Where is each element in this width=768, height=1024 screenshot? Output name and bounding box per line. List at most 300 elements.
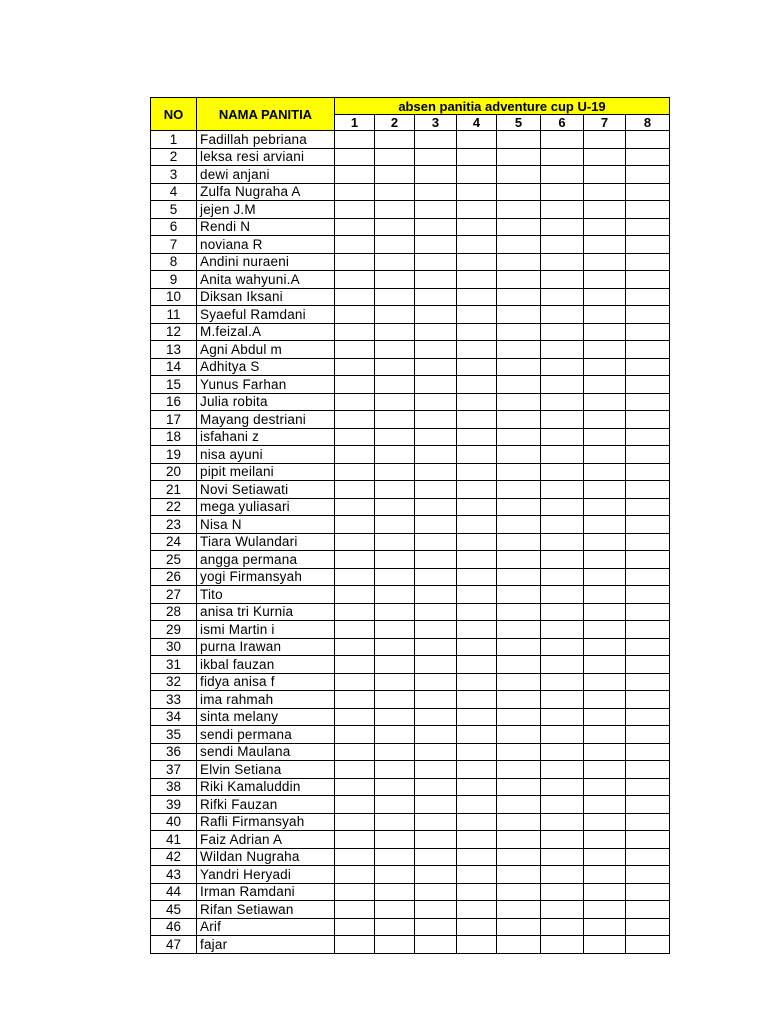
attendance-cell[interactable] [541, 148, 584, 166]
attendance-cell[interactable] [457, 568, 497, 586]
attendance-cell[interactable] [497, 796, 541, 814]
attendance-cell[interactable] [584, 148, 626, 166]
attendance-cell[interactable] [457, 778, 497, 796]
attendance-cell[interactable] [584, 778, 626, 796]
attendance-cell[interactable] [497, 551, 541, 569]
attendance-cell[interactable] [335, 306, 375, 324]
attendance-cell[interactable] [457, 166, 497, 184]
attendance-cell[interactable] [375, 568, 415, 586]
attendance-cell[interactable] [584, 481, 626, 499]
attendance-cell[interactable] [541, 183, 584, 201]
attendance-cell[interactable] [335, 446, 375, 464]
attendance-cell[interactable] [457, 288, 497, 306]
attendance-cell[interactable] [626, 323, 670, 341]
attendance-cell[interactable] [626, 358, 670, 376]
attendance-cell[interactable] [584, 498, 626, 516]
attendance-cell[interactable] [626, 428, 670, 446]
attendance-cell[interactable] [415, 166, 457, 184]
attendance-cell[interactable] [497, 918, 541, 936]
attendance-cell[interactable] [626, 183, 670, 201]
attendance-cell[interactable] [626, 918, 670, 936]
attendance-cell[interactable] [584, 411, 626, 429]
attendance-cell[interactable] [457, 131, 497, 149]
attendance-cell[interactable] [415, 813, 457, 831]
attendance-cell[interactable] [584, 516, 626, 534]
attendance-cell[interactable] [497, 673, 541, 691]
attendance-cell[interactable] [541, 831, 584, 849]
attendance-cell[interactable] [375, 901, 415, 919]
attendance-cell[interactable] [626, 411, 670, 429]
attendance-cell[interactable] [584, 323, 626, 341]
attendance-cell[interactable] [541, 883, 584, 901]
attendance-cell[interactable] [375, 341, 415, 359]
attendance-cell[interactable] [541, 813, 584, 831]
attendance-cell[interactable] [497, 148, 541, 166]
attendance-cell[interactable] [497, 236, 541, 254]
attendance-cell[interactable] [335, 358, 375, 376]
attendance-cell[interactable] [335, 673, 375, 691]
attendance-cell[interactable] [584, 376, 626, 394]
attendance-cell[interactable] [457, 883, 497, 901]
attendance-cell[interactable] [626, 463, 670, 481]
attendance-cell[interactable] [626, 271, 670, 289]
attendance-cell[interactable] [375, 481, 415, 499]
attendance-cell[interactable] [626, 796, 670, 814]
attendance-cell[interactable] [584, 131, 626, 149]
attendance-cell[interactable] [497, 288, 541, 306]
attendance-cell[interactable] [375, 918, 415, 936]
attendance-cell[interactable] [415, 901, 457, 919]
attendance-cell[interactable] [584, 428, 626, 446]
attendance-cell[interactable] [335, 691, 375, 709]
attendance-cell[interactable] [497, 341, 541, 359]
attendance-cell[interactable] [415, 411, 457, 429]
attendance-cell[interactable] [626, 393, 670, 411]
attendance-cell[interactable] [584, 288, 626, 306]
attendance-cell[interactable] [415, 883, 457, 901]
attendance-cell[interactable] [375, 183, 415, 201]
attendance-cell[interactable] [457, 323, 497, 341]
attendance-cell[interactable] [335, 778, 375, 796]
attendance-cell[interactable] [626, 341, 670, 359]
attendance-cell[interactable] [415, 498, 457, 516]
attendance-cell[interactable] [457, 691, 497, 709]
attendance-cell[interactable] [415, 323, 457, 341]
attendance-cell[interactable] [335, 866, 375, 884]
attendance-cell[interactable] [375, 778, 415, 796]
attendance-cell[interactable] [335, 428, 375, 446]
attendance-cell[interactable] [457, 901, 497, 919]
attendance-cell[interactable] [541, 516, 584, 534]
attendance-cell[interactable] [497, 656, 541, 674]
attendance-cell[interactable] [497, 218, 541, 236]
attendance-cell[interactable] [375, 813, 415, 831]
attendance-cell[interactable] [335, 201, 375, 219]
attendance-cell[interactable] [415, 568, 457, 586]
attendance-cell[interactable] [584, 236, 626, 254]
attendance-cell[interactable] [584, 218, 626, 236]
attendance-cell[interactable] [497, 866, 541, 884]
attendance-cell[interactable] [541, 936, 584, 954]
attendance-cell[interactable] [584, 271, 626, 289]
attendance-cell[interactable] [626, 866, 670, 884]
attendance-cell[interactable] [626, 883, 670, 901]
attendance-cell[interactable] [457, 743, 497, 761]
attendance-cell[interactable] [584, 866, 626, 884]
attendance-cell[interactable] [497, 831, 541, 849]
attendance-cell[interactable] [335, 498, 375, 516]
attendance-cell[interactable] [375, 936, 415, 954]
attendance-cell[interactable] [626, 201, 670, 219]
attendance-cell[interactable] [541, 428, 584, 446]
attendance-cell[interactable] [584, 393, 626, 411]
attendance-cell[interactable] [497, 883, 541, 901]
attendance-cell[interactable] [541, 376, 584, 394]
attendance-cell[interactable] [457, 498, 497, 516]
attendance-cell[interactable] [375, 831, 415, 849]
attendance-cell[interactable] [375, 743, 415, 761]
attendance-cell[interactable] [541, 393, 584, 411]
attendance-cell[interactable] [375, 428, 415, 446]
attendance-cell[interactable] [497, 498, 541, 516]
attendance-cell[interactable] [415, 551, 457, 569]
attendance-cell[interactable] [541, 708, 584, 726]
attendance-cell[interactable] [584, 603, 626, 621]
attendance-cell[interactable] [497, 726, 541, 744]
attendance-cell[interactable] [497, 393, 541, 411]
attendance-cell[interactable] [415, 708, 457, 726]
attendance-cell[interactable] [415, 831, 457, 849]
attendance-cell[interactable] [626, 691, 670, 709]
attendance-cell[interactable] [457, 533, 497, 551]
attendance-cell[interactable] [626, 288, 670, 306]
attendance-cell[interactable] [626, 568, 670, 586]
attendance-cell[interactable] [415, 743, 457, 761]
attendance-cell[interactable] [415, 376, 457, 394]
attendance-cell[interactable] [457, 341, 497, 359]
attendance-cell[interactable] [375, 621, 415, 639]
attendance-cell[interactable] [335, 621, 375, 639]
attendance-cell[interactable] [497, 778, 541, 796]
attendance-cell[interactable] [415, 236, 457, 254]
attendance-cell[interactable] [415, 761, 457, 779]
attendance-cell[interactable] [626, 148, 670, 166]
attendance-cell[interactable] [415, 726, 457, 744]
attendance-cell[interactable] [584, 201, 626, 219]
attendance-cell[interactable] [584, 341, 626, 359]
attendance-cell[interactable] [335, 236, 375, 254]
attendance-cell[interactable] [335, 166, 375, 184]
attendance-cell[interactable] [541, 621, 584, 639]
attendance-cell[interactable] [626, 831, 670, 849]
attendance-cell[interactable] [626, 778, 670, 796]
attendance-cell[interactable] [335, 638, 375, 656]
attendance-cell[interactable] [375, 866, 415, 884]
attendance-cell[interactable] [375, 726, 415, 744]
attendance-cell[interactable] [415, 358, 457, 376]
attendance-cell[interactable] [541, 603, 584, 621]
attendance-cell[interactable] [415, 866, 457, 884]
attendance-cell[interactable] [541, 288, 584, 306]
attendance-cell[interactable] [335, 918, 375, 936]
attendance-cell[interactable] [375, 673, 415, 691]
attendance-cell[interactable] [584, 183, 626, 201]
attendance-cell[interactable] [541, 586, 584, 604]
attendance-cell[interactable] [457, 306, 497, 324]
attendance-cell[interactable] [335, 848, 375, 866]
attendance-cell[interactable] [626, 446, 670, 464]
attendance-cell[interactable] [375, 166, 415, 184]
attendance-cell[interactable] [415, 533, 457, 551]
attendance-cell[interactable] [457, 201, 497, 219]
attendance-cell[interactable] [626, 533, 670, 551]
attendance-cell[interactable] [457, 656, 497, 674]
attendance-cell[interactable] [457, 936, 497, 954]
attendance-cell[interactable] [584, 726, 626, 744]
attendance-cell[interactable] [375, 533, 415, 551]
attendance-cell[interactable] [584, 463, 626, 481]
attendance-cell[interactable] [541, 726, 584, 744]
attendance-cell[interactable] [415, 218, 457, 236]
attendance-cell[interactable] [457, 428, 497, 446]
attendance-cell[interactable] [584, 638, 626, 656]
attendance-cell[interactable] [335, 376, 375, 394]
attendance-cell[interactable] [335, 411, 375, 429]
attendance-cell[interactable] [584, 883, 626, 901]
attendance-cell[interactable] [497, 813, 541, 831]
attendance-cell[interactable] [415, 393, 457, 411]
attendance-cell[interactable] [541, 463, 584, 481]
attendance-cell[interactable] [541, 673, 584, 691]
attendance-cell[interactable] [375, 551, 415, 569]
attendance-cell[interactable] [626, 481, 670, 499]
attendance-cell[interactable] [375, 236, 415, 254]
attendance-cell[interactable] [457, 726, 497, 744]
attendance-cell[interactable] [375, 271, 415, 289]
attendance-cell[interactable] [375, 883, 415, 901]
attendance-cell[interactable] [497, 586, 541, 604]
attendance-cell[interactable] [457, 271, 497, 289]
attendance-cell[interactable] [541, 166, 584, 184]
attendance-cell[interactable] [497, 166, 541, 184]
attendance-cell[interactable] [335, 288, 375, 306]
attendance-cell[interactable] [457, 586, 497, 604]
attendance-cell[interactable] [584, 568, 626, 586]
attendance-cell[interactable] [626, 131, 670, 149]
attendance-cell[interactable] [584, 691, 626, 709]
attendance-cell[interactable] [415, 656, 457, 674]
attendance-cell[interactable] [541, 218, 584, 236]
attendance-cell[interactable] [626, 638, 670, 656]
attendance-cell[interactable] [375, 761, 415, 779]
attendance-cell[interactable] [457, 516, 497, 534]
attendance-cell[interactable] [375, 131, 415, 149]
attendance-cell[interactable] [541, 306, 584, 324]
attendance-cell[interactable] [415, 481, 457, 499]
attendance-cell[interactable] [541, 271, 584, 289]
attendance-cell[interactable] [626, 621, 670, 639]
attendance-cell[interactable] [415, 918, 457, 936]
attendance-cell[interactable] [375, 638, 415, 656]
attendance-cell[interactable] [584, 166, 626, 184]
attendance-cell[interactable] [457, 236, 497, 254]
attendance-cell[interactable] [626, 236, 670, 254]
attendance-cell[interactable] [335, 708, 375, 726]
attendance-cell[interactable] [497, 271, 541, 289]
attendance-cell[interactable] [335, 568, 375, 586]
attendance-cell[interactable] [497, 761, 541, 779]
attendance-cell[interactable] [375, 358, 415, 376]
attendance-cell[interactable] [335, 551, 375, 569]
attendance-cell[interactable] [375, 288, 415, 306]
attendance-cell[interactable] [541, 918, 584, 936]
attendance-cell[interactable] [584, 831, 626, 849]
attendance-cell[interactable] [415, 621, 457, 639]
attendance-cell[interactable] [335, 253, 375, 271]
attendance-cell[interactable] [335, 148, 375, 166]
attendance-cell[interactable] [375, 393, 415, 411]
attendance-cell[interactable] [335, 131, 375, 149]
attendance-cell[interactable] [497, 901, 541, 919]
attendance-cell[interactable] [626, 848, 670, 866]
attendance-cell[interactable] [375, 516, 415, 534]
attendance-cell[interactable] [497, 376, 541, 394]
attendance-cell[interactable] [457, 253, 497, 271]
attendance-cell[interactable] [626, 603, 670, 621]
attendance-cell[interactable] [584, 936, 626, 954]
attendance-cell[interactable] [415, 201, 457, 219]
attendance-cell[interactable] [375, 411, 415, 429]
attendance-cell[interactable] [415, 131, 457, 149]
attendance-cell[interactable] [415, 183, 457, 201]
attendance-cell[interactable] [375, 586, 415, 604]
attendance-cell[interactable] [626, 306, 670, 324]
attendance-cell[interactable] [457, 551, 497, 569]
attendance-cell[interactable] [375, 796, 415, 814]
attendance-cell[interactable] [497, 428, 541, 446]
attendance-cell[interactable] [457, 813, 497, 831]
attendance-cell[interactable] [457, 411, 497, 429]
attendance-cell[interactable] [626, 673, 670, 691]
attendance-cell[interactable] [375, 201, 415, 219]
attendance-cell[interactable] [541, 201, 584, 219]
attendance-cell[interactable] [457, 376, 497, 394]
attendance-cell[interactable] [541, 761, 584, 779]
attendance-cell[interactable] [626, 813, 670, 831]
attendance-cell[interactable] [541, 341, 584, 359]
attendance-cell[interactable] [415, 638, 457, 656]
attendance-cell[interactable] [457, 918, 497, 936]
attendance-cell[interactable] [415, 673, 457, 691]
attendance-cell[interactable] [335, 936, 375, 954]
attendance-cell[interactable] [335, 796, 375, 814]
attendance-cell[interactable] [541, 481, 584, 499]
attendance-cell[interactable] [584, 813, 626, 831]
attendance-cell[interactable] [626, 656, 670, 674]
attendance-cell[interactable] [457, 463, 497, 481]
attendance-cell[interactable] [415, 446, 457, 464]
attendance-cell[interactable] [497, 568, 541, 586]
attendance-cell[interactable] [375, 691, 415, 709]
attendance-cell[interactable] [415, 463, 457, 481]
attendance-cell[interactable] [415, 778, 457, 796]
attendance-cell[interactable] [497, 306, 541, 324]
attendance-cell[interactable] [375, 253, 415, 271]
attendance-cell[interactable] [335, 533, 375, 551]
attendance-cell[interactable] [584, 656, 626, 674]
attendance-cell[interactable] [626, 708, 670, 726]
attendance-cell[interactable] [335, 656, 375, 674]
attendance-cell[interactable] [626, 586, 670, 604]
attendance-cell[interactable] [335, 516, 375, 534]
attendance-cell[interactable] [497, 533, 541, 551]
attendance-cell[interactable] [415, 148, 457, 166]
attendance-cell[interactable] [457, 393, 497, 411]
attendance-cell[interactable] [415, 603, 457, 621]
attendance-cell[interactable] [415, 691, 457, 709]
attendance-cell[interactable] [541, 533, 584, 551]
attendance-cell[interactable] [415, 288, 457, 306]
attendance-cell[interactable] [584, 848, 626, 866]
attendance-cell[interactable] [626, 376, 670, 394]
attendance-cell[interactable] [335, 323, 375, 341]
attendance-cell[interactable] [626, 551, 670, 569]
attendance-cell[interactable] [626, 516, 670, 534]
attendance-cell[interactable] [541, 253, 584, 271]
attendance-cell[interactable] [584, 446, 626, 464]
attendance-cell[interactable] [375, 376, 415, 394]
attendance-cell[interactable] [541, 551, 584, 569]
attendance-cell[interactable] [335, 393, 375, 411]
attendance-cell[interactable] [335, 341, 375, 359]
attendance-cell[interactable] [497, 183, 541, 201]
attendance-cell[interactable] [497, 481, 541, 499]
attendance-cell[interactable] [584, 253, 626, 271]
attendance-cell[interactable] [375, 848, 415, 866]
attendance-cell[interactable] [497, 358, 541, 376]
attendance-cell[interactable] [497, 516, 541, 534]
attendance-cell[interactable] [457, 621, 497, 639]
attendance-cell[interactable] [541, 411, 584, 429]
attendance-cell[interactable] [415, 306, 457, 324]
attendance-cell[interactable] [497, 848, 541, 866]
attendance-cell[interactable] [541, 778, 584, 796]
attendance-cell[interactable] [584, 586, 626, 604]
attendance-cell[interactable] [626, 498, 670, 516]
attendance-cell[interactable] [335, 761, 375, 779]
attendance-cell[interactable] [584, 761, 626, 779]
attendance-cell[interactable] [415, 428, 457, 446]
attendance-cell[interactable] [626, 901, 670, 919]
attendance-cell[interactable] [335, 813, 375, 831]
attendance-cell[interactable] [375, 656, 415, 674]
attendance-cell[interactable] [375, 446, 415, 464]
attendance-cell[interactable] [541, 568, 584, 586]
attendance-cell[interactable] [497, 131, 541, 149]
attendance-cell[interactable] [626, 936, 670, 954]
attendance-cell[interactable] [584, 918, 626, 936]
attendance-cell[interactable] [584, 621, 626, 639]
attendance-cell[interactable] [457, 708, 497, 726]
attendance-cell[interactable] [541, 691, 584, 709]
attendance-cell[interactable] [457, 183, 497, 201]
attendance-cell[interactable] [497, 638, 541, 656]
attendance-cell[interactable] [457, 831, 497, 849]
attendance-cell[interactable] [497, 463, 541, 481]
attendance-cell[interactable] [541, 638, 584, 656]
attendance-cell[interactable] [457, 218, 497, 236]
attendance-cell[interactable] [335, 603, 375, 621]
